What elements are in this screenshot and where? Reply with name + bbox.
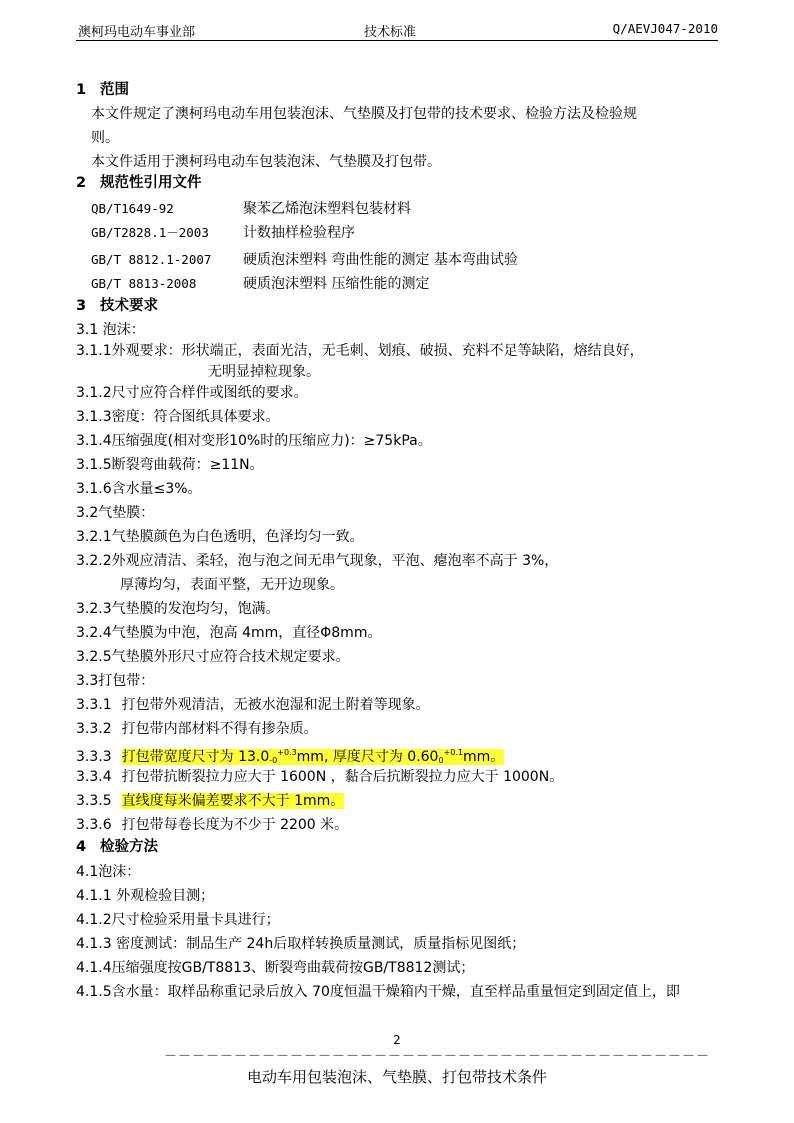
clause-3-2-5: 3.2.5气垫膜外形尺寸应符合技术规定要求。 — [76, 649, 350, 665]
clause-3-3-3: 3.3.3 打包带宽度尺寸为 $13.0_{-0}^{+0.3}mm$, 厚度尺寸为 $0.60_0^{+0.1}mm$。 — [76, 748, 505, 765]
section-1-para-1: 本文件规定了澳柯玛电动车用包装泡沫、气垫膜及打包带的技术要求、检验方法及检验规 — [91, 106, 637, 122]
reference-item: GB/T2828.1－2003 计数抽样检验程序 — [91, 225, 355, 241]
clause-3-1-5: 3.1.5断裂弯曲载荷：≥11N。 — [76, 457, 264, 473]
clause-3-1: 3.1 泡沫： — [76, 322, 145, 338]
section-3-heading: 3 技术要求 — [76, 298, 158, 314]
clause-3-3-5: 3.3.5 直线度每米偏差要求不大于 1mm。 — [76, 793, 345, 809]
section-1-para-2: 本文件适用于澳柯玛电动车包装泡沫、气垫膜及打包带。 — [91, 154, 441, 170]
reference-item: GB/T 8813-2008 硬质泡沫塑料 压缩性能的测定 — [91, 276, 430, 292]
footer-title: 电动车用包装泡沫、气垫膜、打包带技术条件 — [246, 1068, 547, 1086]
clause-4-1-3: 4.1.3 密度测试：制品生产 24h后取样转换质量测试，质量指标见图纸； — [76, 936, 526, 952]
clause-3-2-2-cont: 厚薄均匀，表面平整，无开边现象。 — [120, 577, 344, 593]
clause-4-1-2: 4.1.2尺寸检验采用量卡具进行； — [76, 912, 280, 928]
clause-3-1-2: 3.1.2尺寸应符合样件或图纸的要求。 — [76, 385, 308, 401]
section-1-para-1-cont: 则。 — [91, 130, 119, 146]
clause-3-2-3: 3.2.3气垫膜的发泡均匀，饱满。 — [76, 601, 280, 617]
header-doc-type: 技术标准 — [364, 25, 417, 40]
clause-4-1-1: 4.1.1 外观检验目测； — [76, 888, 215, 904]
footer-divider: －－－－－－－－－－－－－－－－－－－－－－－－－－－－－－－－－－－－－－－ — [164, 1049, 711, 1064]
clause-3-3-6: 3.3.6 打包带每卷长度为不少于 2200 米。 — [76, 817, 349, 833]
section-1-heading: 1 范围 — [76, 82, 129, 98]
clause-3-1-4: 3.1.4压缩强度(相对变形10%时的压缩应力)：≥75kPa。 — [76, 433, 432, 449]
clause-3-3: 3.3打包带： — [76, 673, 155, 689]
page-header — [76, 20, 718, 41]
clause-3-1-1-cont: 无明显掉粒现象。 — [208, 364, 320, 380]
clause-3-2-1: 3.2.1气垫膜颜色为白色透明，色泽均匀一致。 — [76, 529, 364, 545]
header-department: 澳柯玛电动车事业部 — [78, 25, 196, 40]
page-number: 2 — [393, 1033, 401, 1047]
highlighted-text: 直线度每米偏差要求不大于 1mm。 — [121, 793, 345, 809]
clause-3-3-4: 3.3.4 打包带抗断裂拉力应大于 1600N ，黏合后抗断裂拉力应大于 1000N。 — [76, 769, 564, 785]
header-doc-number: Q/AEVJ047-2010 — [612, 21, 718, 36]
highlighted-text: 打包带宽度尺寸为 $13.0_{-0}^{+0.3}mm$, 厚度尺寸为 $0.60_0^{+0.1}mm$。 — [121, 748, 505, 765]
clause-3-3-1: 3.3.1 打包带外观清洁，无被水泡湿和泥土附着等现象。 — [76, 697, 430, 713]
section-4-heading: 4 检验方法 — [76, 839, 158, 855]
section-2-heading: 2 规范性引用文件 — [76, 175, 202, 191]
clause-3-1-6: 3.1.6含水量≤3%。 — [76, 481, 202, 497]
clause-3-1-3: 3.1.3密度：符合图纸具体要求。 — [76, 409, 280, 425]
clause-3-3-2: 3.3.2 打包带内部材料不得有掺杂质。 — [76, 721, 318, 737]
clause-4-1-5: 4.1.5含水量：取样品称重记录后放入 70度恒温干燥箱内干燥，直至样品重量恒定到固定值上，即 — [76, 984, 680, 1000]
reference-item: GB/T 8812.1-2007 硬质泡沫塑料 弯曲性能的测定 基本弯曲试验 — [91, 252, 518, 268]
reference-item: QB/T1649-92 聚苯乙烯泡沫塑料包装材料 — [91, 201, 411, 217]
clause-4-1-4: 4.1.4压缩强度按GB/T8813、断裂弯曲载荷按GB/T8812测试； — [76, 960, 475, 976]
clause-3-1-1: 3.1.1外观要求：形状端正，表面光洁，无毛刺、划痕、破损、充料不足等缺陷，熔结良好， — [76, 343, 644, 359]
clause-3-2-2: 3.2.2外观应清洁、柔轻，泡与泡之间无串气现象，平泡、瘪泡率不高于 3%， — [76, 553, 559, 569]
clause-4-1: 4.1泡沫： — [76, 864, 141, 880]
clause-3-2-4: 3.2.4气垫膜为中泡，泡高 4mm，直径Φ8mm。 — [76, 625, 382, 641]
clause-3-2: 3.2气垫膜： — [76, 505, 155, 521]
